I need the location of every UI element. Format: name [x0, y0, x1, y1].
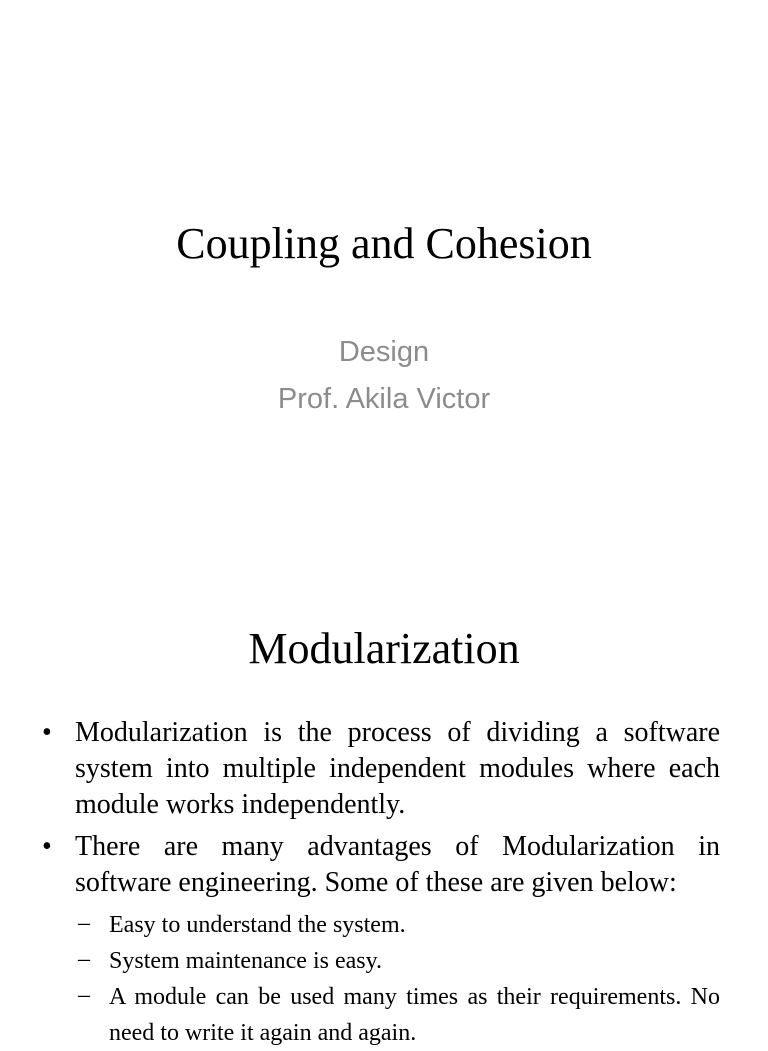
bullet-item: [0, 829, 720, 901]
presentation-title: Coupling and Cohesion: [176, 219, 592, 268]
dash-icon: –: [78, 982, 90, 1008]
dash-icon: –: [78, 946, 90, 972]
bullet-text: Modularization is the process of dividing a software system into multiple independent modules where each module works independently.: [75, 717, 720, 820]
sub-bullet-item: [0, 943, 720, 979]
sub-bullet-text: Easy to understand the system.: [109, 912, 406, 938]
subtitle-author: Prof. Akila Victor: [277, 383, 491, 415]
bullet-icon: •: [42, 717, 52, 748]
bullet-text: There are many advantages of Modularization in software engineering. Some of these are given below:: [75, 831, 720, 898]
sub-bullet-item: [0, 907, 720, 943]
slide-title: Modularization: [248, 624, 520, 673]
bullet-icon: •: [42, 831, 52, 862]
sub-bullet-text: System maintenance is easy.: [109, 948, 383, 974]
sub-bullet-text: A module can be used many times as their requirements. No need to write it again and again.: [109, 984, 720, 1046]
content-slide: [0, 576, 768, 1046]
sub-bullet-item: [0, 979, 720, 1051]
subtitle-topic: Design: [338, 336, 430, 368]
bullet-list: [0, 715, 768, 1051]
bullet-item: [0, 715, 720, 823]
dash-icon: –: [78, 910, 90, 936]
